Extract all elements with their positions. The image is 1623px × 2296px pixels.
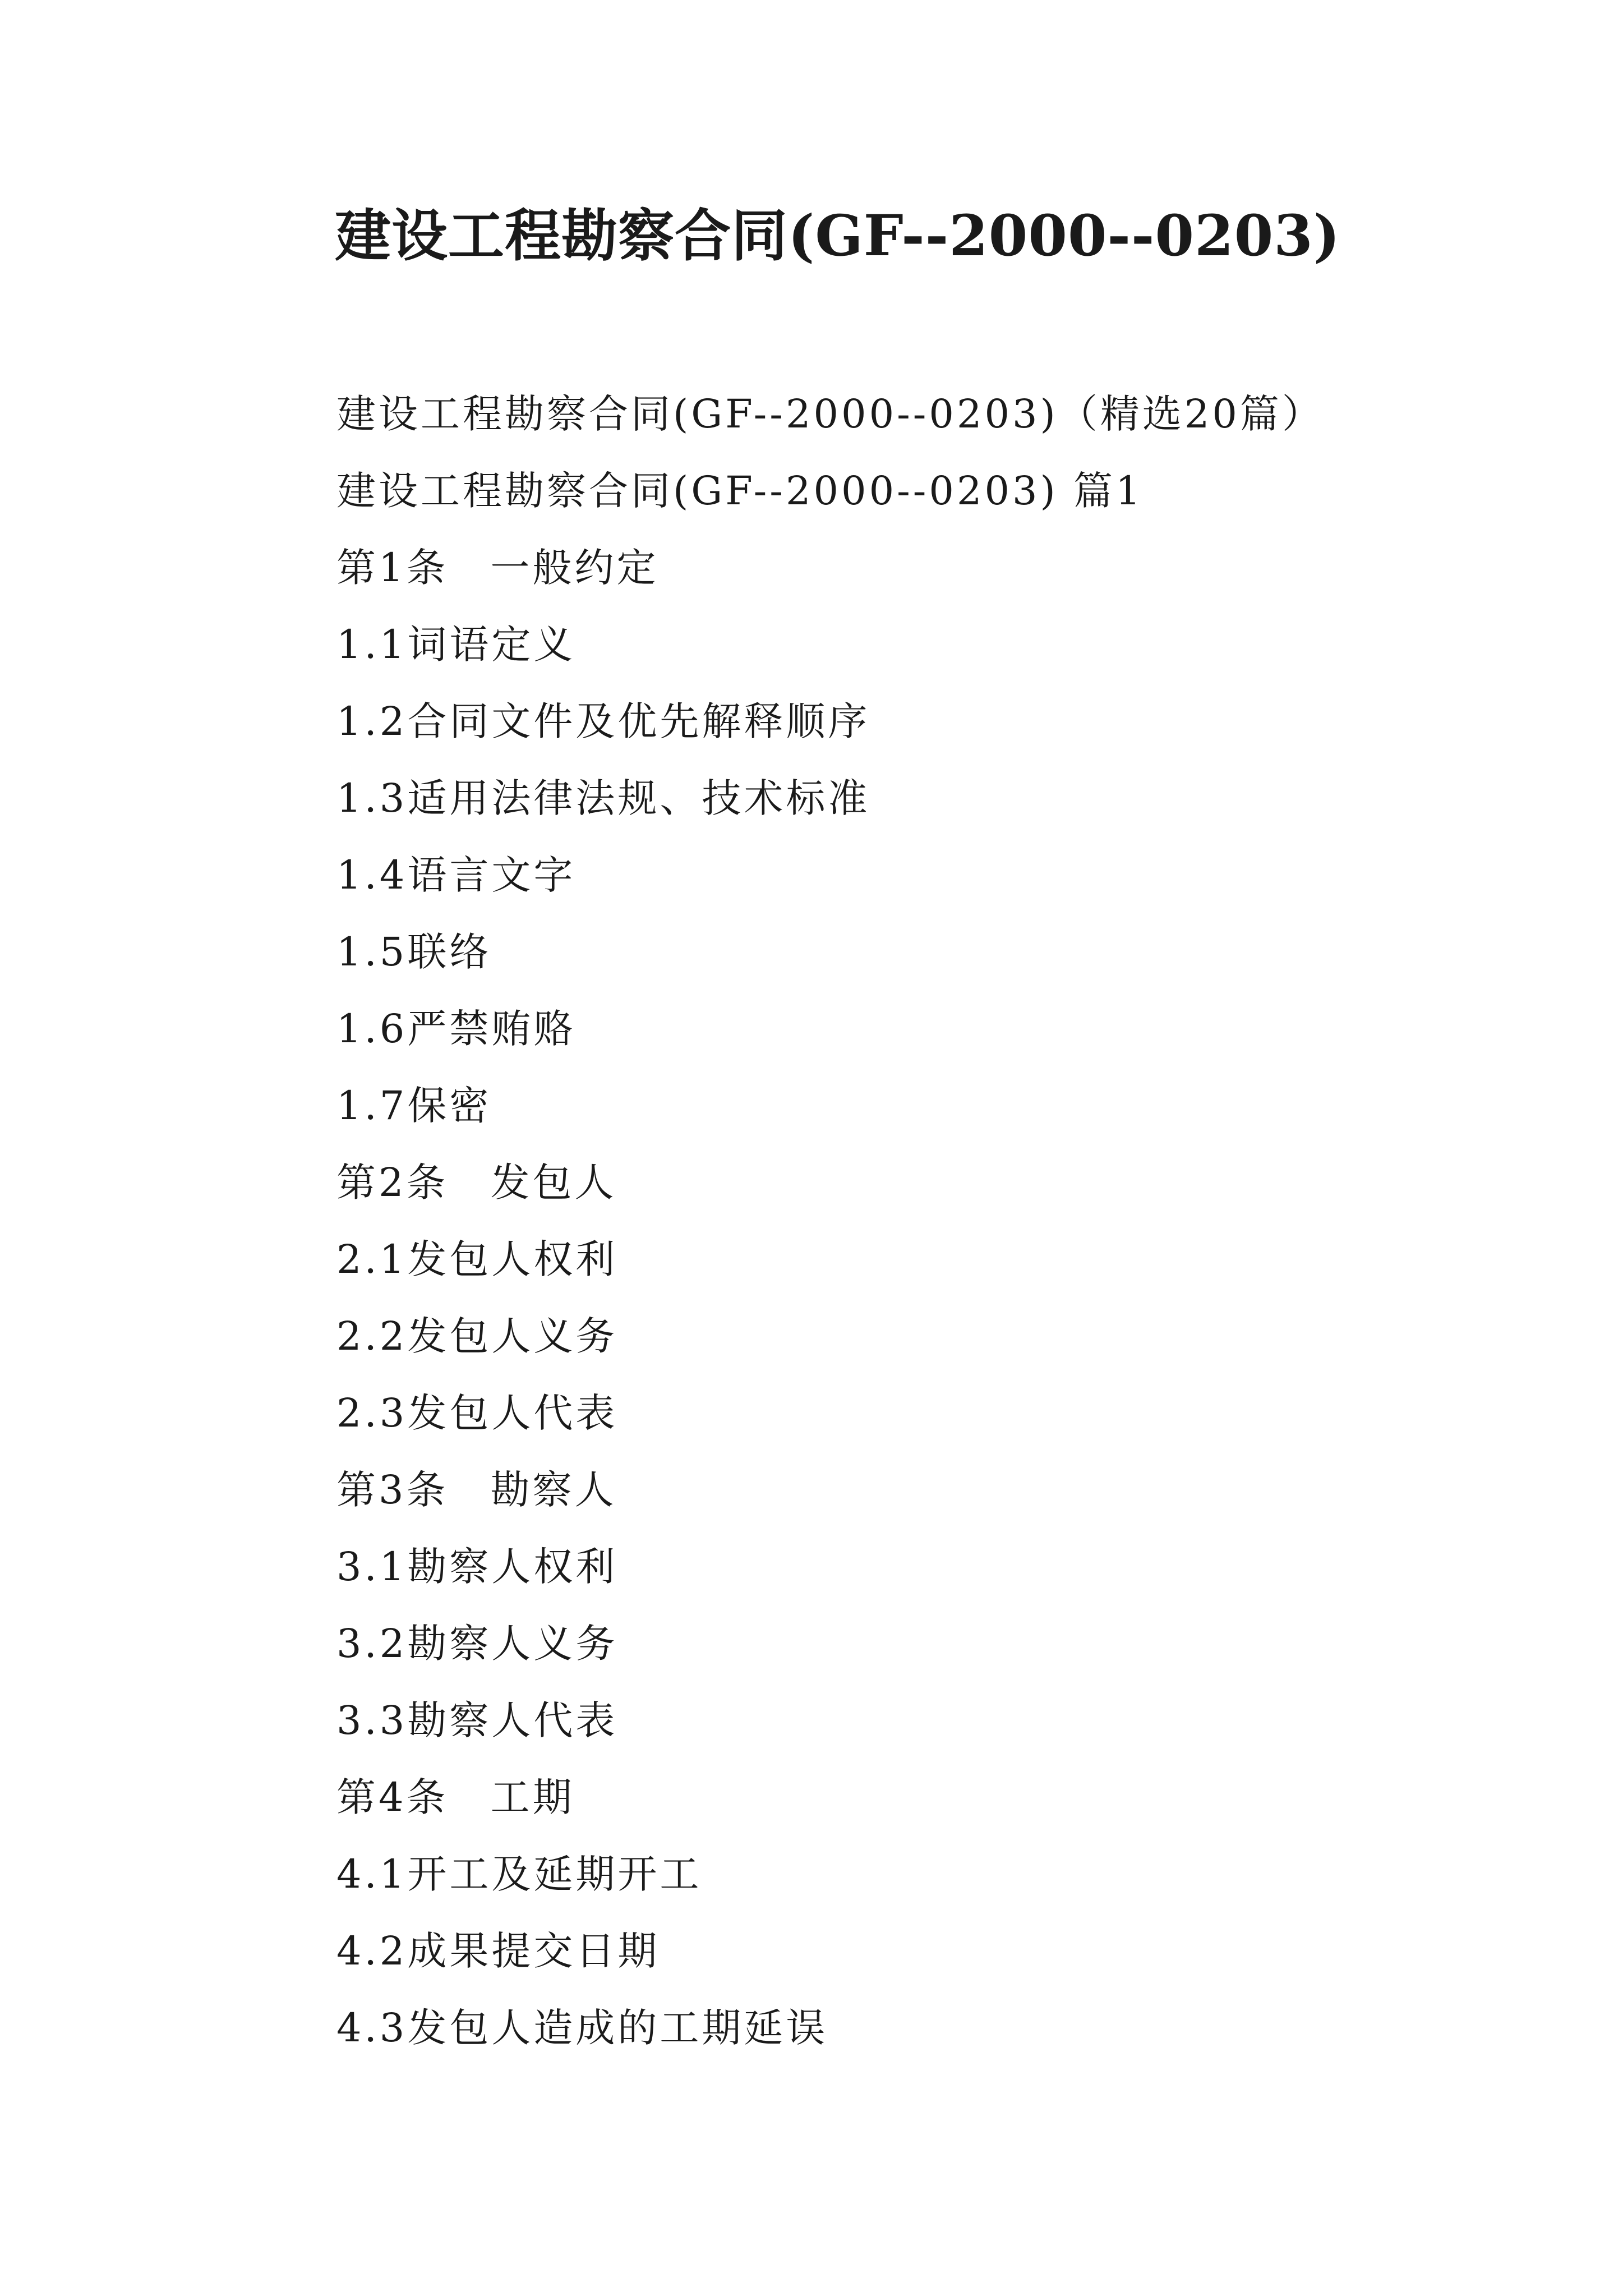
- clause-item: 1.7保密: [336, 1083, 492, 1129]
- article-heading: 第2条 发包人: [336, 1159, 617, 1205]
- document-body: [336, 376, 1402, 2067]
- clause-item: 4.2成果提交日期: [336, 1928, 660, 1974]
- clause-item: 3.3勘察人代表: [336, 1697, 618, 1743]
- clause-item: 2.1发包人权利: [336, 1236, 618, 1282]
- section-heading: 建设工程勘察合同(GF--2000--0203) 篇1: [336, 468, 1144, 514]
- clause-item: 4.1开工及延期开工: [336, 1851, 702, 1897]
- clause-item: 1.5联络: [336, 929, 492, 975]
- article-heading: 第3条 勘察人: [336, 1467, 617, 1513]
- clause-item: 3.1勘察人权利: [336, 1544, 618, 1590]
- clause-item: 3.2勘察人义务: [336, 1621, 618, 1667]
- clause-item: 1.6严禁贿赂: [336, 1006, 576, 1052]
- clause-item: 1.3适用法律法规、技术标准: [336, 775, 870, 821]
- clause-item: 1.4语言文字: [336, 852, 576, 898]
- article-heading: 第1条 一般约定: [336, 545, 659, 591]
- clause-item: 2.2发包人义务: [336, 1313, 618, 1359]
- clause-item: 1.2合同文件及优先解释顺序: [336, 698, 870, 744]
- clause-item: 1.1词语定义: [336, 622, 576, 668]
- clause-item: 4.3发包人造成的工期延误: [336, 2005, 828, 2051]
- article-heading: 第4条 工期: [336, 1774, 575, 1820]
- document-title: 建设工程勘察合同(GF--2000--0203): [335, 203, 1341, 269]
- subtitle-line: 建设工程勘察合同(GF--2000--0203)（精选20篇）: [336, 391, 1324, 437]
- clause-item: 2.3发包人代表: [336, 1390, 618, 1436]
